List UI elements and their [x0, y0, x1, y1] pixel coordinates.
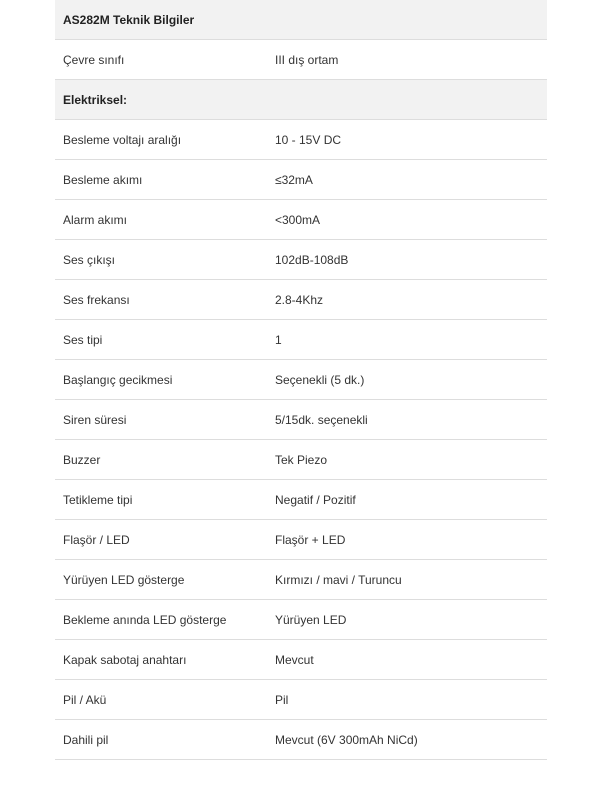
spec-value: Mevcut (6V 300mAh NiCd): [267, 720, 547, 760]
spec-row: [55, 120, 547, 160]
spec-label: Flaşör / LED: [55, 520, 267, 560]
spec-table-title: AS282M Teknik Bilgiler: [55, 0, 547, 40]
spec-table-body: [55, 0, 547, 760]
spec-row: [55, 280, 547, 320]
spec-row: [55, 640, 547, 680]
spec-value: <300mA: [267, 200, 547, 240]
spec-table-header-row: [55, 0, 547, 40]
spec-value: 1: [267, 320, 547, 360]
spec-label: Ses çıkışı: [55, 240, 267, 280]
spec-value: 102dB-108dB: [267, 240, 547, 280]
spec-label: Besleme voltajı aralığı: [55, 120, 267, 160]
spec-value: Pil: [267, 680, 547, 720]
spec-value: Tek Piezo: [267, 440, 547, 480]
spec-row: [55, 720, 547, 760]
spec-value: Seçenekli (5 dk.): [267, 360, 547, 400]
spec-label: Yürüyen LED gösterge: [55, 560, 267, 600]
spec-table: [55, 0, 547, 760]
spec-row: [55, 40, 547, 80]
spec-label: Besleme akımı: [55, 160, 267, 200]
spec-row: [55, 320, 547, 360]
spec-value: 2.8-4Khz: [267, 280, 547, 320]
spec-label: Çevre sınıfı: [55, 40, 267, 80]
spec-row: [55, 560, 547, 600]
spec-label: Dahili pil: [55, 720, 267, 760]
spec-value: Kırmızı / mavi / Turuncu: [267, 560, 547, 600]
spec-row: [55, 680, 547, 720]
spec-row: [55, 440, 547, 480]
spec-value: III dış ortam: [267, 40, 547, 80]
spec-row: [55, 520, 547, 560]
spec-value: Yürüyen LED: [267, 600, 547, 640]
spec-label: Ses frekansı: [55, 280, 267, 320]
spec-section-label: Elektriksel:: [55, 80, 547, 120]
spec-value: ≤32mA: [267, 160, 547, 200]
spec-row: [55, 200, 547, 240]
spec-label: Başlangıç gecikmesi: [55, 360, 267, 400]
spec-label: Siren süresi: [55, 400, 267, 440]
spec-row: [55, 160, 547, 200]
spec-value: 10 - 15V DC: [267, 120, 547, 160]
spec-row: [55, 480, 547, 520]
spec-value: 5/15dk. seçenekli: [267, 400, 547, 440]
spec-row: [55, 400, 547, 440]
spec-label: Alarm akımı: [55, 200, 267, 240]
spec-value: Mevcut: [267, 640, 547, 680]
spec-row: [55, 600, 547, 640]
spec-row: [55, 240, 547, 280]
spec-section-row: [55, 80, 547, 120]
spec-value: Flaşör + LED: [267, 520, 547, 560]
spec-label: Kapak sabotaj anahtarı: [55, 640, 267, 680]
spec-label: Bekleme anında LED gösterge: [55, 600, 267, 640]
spec-label: Pil / Akü: [55, 680, 267, 720]
spec-value: Negatif / Pozitif: [267, 480, 547, 520]
spec-label: Buzzer: [55, 440, 267, 480]
spec-label: Ses tipi: [55, 320, 267, 360]
spec-label: Tetikleme tipi: [55, 480, 267, 520]
spec-row: [55, 360, 547, 400]
